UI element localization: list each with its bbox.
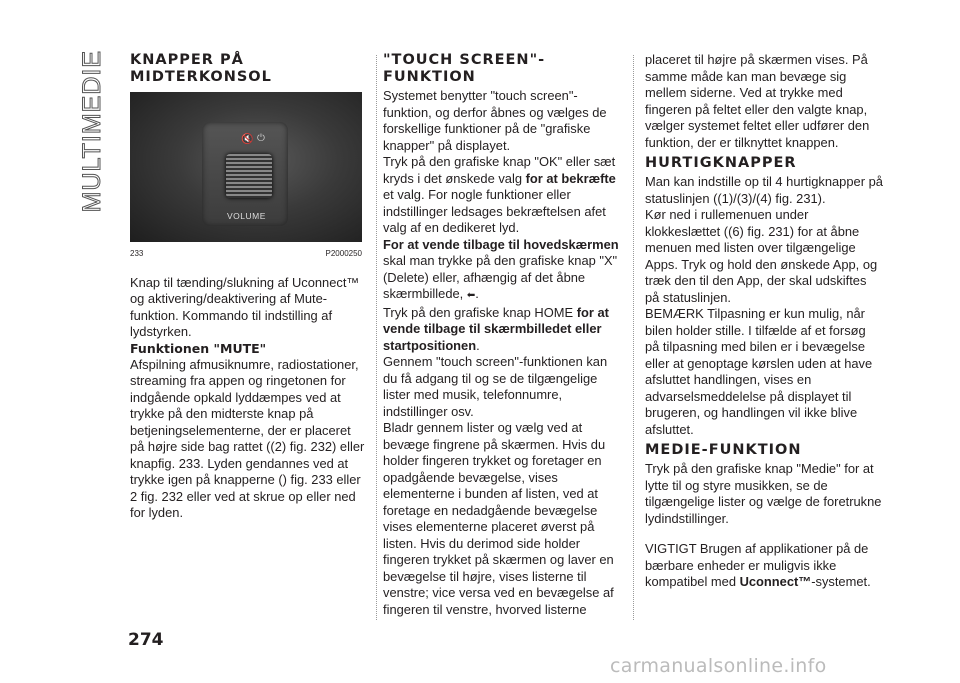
figure-code: P2000250	[325, 249, 362, 258]
paragraph: Knap til tænding/slukning af Uconnect™ og aktivering/deaktivering af Mute-funktion. Kommando til indstilling af lydstyrken.	[130, 274, 360, 339]
column-divider	[376, 55, 377, 620]
paragraph: Tryk på den grafiske knap "Medie" for at lytte til og styre musikken, se de tilgængelige lister og vælge de foretrukne lydindstillinger.	[645, 461, 882, 526]
volume-knob	[226, 154, 272, 198]
power-icon: ⏻	[257, 133, 265, 144]
watermark: carmanualsonline.info	[610, 655, 827, 677]
paragraph: Tryk på den grafiske knap "OK" eller sæt kryds i det ønskede valg for at bekræfte et valg. For nogle funktioner eller indstillinger ledsages bekræftelsen afet valg af en dedikeret lyd.	[383, 154, 616, 235]
section-heading-medie: MEDIE-FUNKTION	[645, 442, 802, 458]
paragraph: Tryk på den grafiske knap HOME for at vende tilbage til skærmbilledet eller startpositionen.	[383, 304, 609, 353]
volume-label: VOLUME	[227, 211, 266, 221]
subheading-mute: Funktionen "MUTE"	[130, 340, 267, 356]
section-heading-midterkonsol: KNAPPER PÅ MIDTERKONSOL	[130, 52, 272, 85]
paragraph: VIGTIGT Brugen af applikationer på de bærbare enheder er muligvis ikke kompatibel med Uconnect™-systemet.	[645, 541, 871, 589]
column-divider	[633, 55, 634, 620]
column-2	[383, 52, 621, 618]
paragraph: placeret til højre på skærmen vises. På samme måde kan man bevæge sig mellem siderne. Ved at trykke med fingeren på feltet eller den valgte knap, vælger systemet feltet eller udfører den funktion, der er tilknyttet knappen.	[645, 52, 870, 150]
subheading-back: For at vende tilbage til hovedskærmen	[383, 236, 619, 252]
section-heading-hurtigknapper: HURTIGKNAPPER	[645, 155, 797, 171]
paragraph: Man kan indstille op til 4 hurtigknapper på statuslinjen ((1)/(3)/(4) fig. 231).	[645, 174, 883, 206]
paragraph: Gennem "touch screen"-funktionen kan du få adgang til og se de tilgængelige lister med musik, telefonnumre, indstillinger osv.	[383, 354, 608, 419]
page-number: 274	[128, 630, 164, 650]
figure-volume-knob	[130, 92, 362, 242]
back-arrow-icon: ⬅	[466, 290, 476, 301]
paragraph: BEMÆRK Tilpasning er kun mulig, når bilen holder stille. I tilfælde af et forsøg på tilpasning med bilen er i bevægelse eller at genoptage kørslen uden at have afsluttet handlingen, vises en advarselsmeddelelse på displayet til brugeren, og handlingen vil ikke blive afsluttet.	[645, 306, 873, 437]
paragraph: Afspilning afmusiknumre, radiostationer, streaming fra appen og ringetonen for indgående opkald lyddæmpes ved at trykke på den midterste knap på betjeningselementerne, der er placeret på højre side bag rattet ((2) fig. 232) eller knapfig. 233. Lyden gendannes ved at trykke igen på knapperne () fig. 233 eller 2 fig. 232 eller ved at skrue op eller ned for lyden.	[130, 356, 365, 520]
paragraph: Systemet benytter "touch screen"-funktion, og derfor åbnes og vælges de forskellige funktioner på de "grafiske knapper" på displayet.	[383, 88, 607, 153]
paragraph: For at vende tilbage til hovedskærmen skal man trykke på den grafiske knap "X" (Delete) eller, afhængig af det åbne skærmbillede, ⬅.	[383, 236, 619, 301]
figure-caption	[130, 246, 362, 263]
chapter-side-tab: MULTIMEDIE	[78, 50, 106, 213]
column-3	[645, 52, 883, 591]
section-heading-touch-screen: "TOUCH SCREEN"-FUNKTION	[383, 52, 546, 85]
mute-icon: 🔇	[241, 134, 254, 145]
paragraph: Bladr gennem lister og vælg ved at bevæge fingrene på skærmen. Hvis du holder fingeren trykket og foretager en opadgående bevægelse, vises elementerne i bunden af listen, ved at foretage en nedadgående bevægelse vises elementerne placeret øverst på listen. Hvis du derimod side holder fingeren trykket på skærmen og laver en bevægelse til højre, vises listerne til venstre; vice versa ved en bevægelse af fingeren til venstre, hvorved listerne	[383, 420, 614, 617]
figure-number: 233	[130, 249, 144, 258]
column-1	[130, 52, 368, 522]
paragraph: Kør ned i rullemenuen under klokkeslættet ((6) fig. 231) for at åbne menuen med listen over tilgængelige Apps. Tryk og hold den ønskede App, og træk den til den App, der skal udskiftes på statuslinjen.	[645, 207, 878, 305]
